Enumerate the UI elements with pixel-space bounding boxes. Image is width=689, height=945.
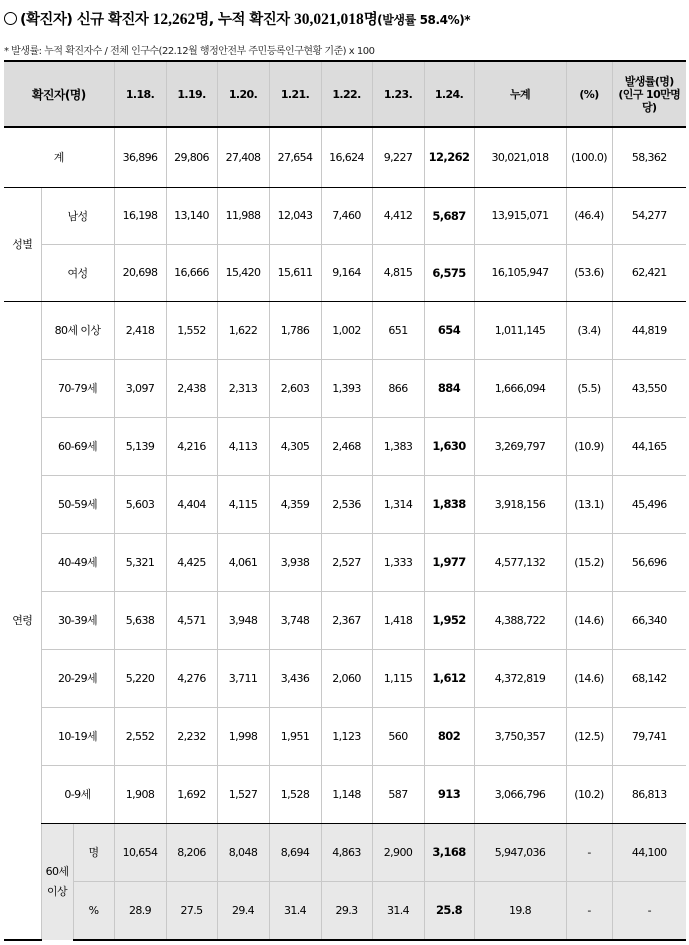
table-cell: 1,314 — [372, 475, 424, 533]
title-cumulative: 30,021,018 — [293, 11, 364, 28]
table-row-over60 — [4, 881, 686, 940]
header-col: 1.22. — [321, 61, 372, 127]
table-cell: 2,468 — [321, 417, 372, 475]
table-cell: 44,165 — [612, 417, 686, 475]
page-title — [4, 8, 688, 29]
footnote: * 발생률: 누적 확진자수 / 전체 인구수(22.12월 행정안전부 주민등록인구현황 기준) x 100 — [4, 46, 375, 57]
table-cell: 13,915,071 — [474, 187, 566, 244]
table-cell: 54,277 — [612, 187, 686, 244]
table-cell: 4,276 — [166, 649, 217, 707]
table-cell: 11,988 — [217, 187, 269, 244]
title-new-cases: 12,262 — [152, 11, 196, 28]
table-cell: - — [566, 823, 612, 881]
table-cell: 9,227 — [372, 127, 424, 187]
table-cell: 56,696 — [612, 533, 686, 591]
table-cell: 31.4 — [372, 881, 424, 940]
table-cell: 16,198 — [114, 187, 166, 244]
table-cell: 913 — [424, 765, 474, 823]
table-cell: 1,528 — [269, 765, 321, 823]
table-cell: (3.4) — [566, 301, 612, 359]
table-cell: 2,367 — [321, 591, 372, 649]
table-cell: 4,404 — [166, 475, 217, 533]
table-cell: 5,220 — [114, 649, 166, 707]
table-cell: 3,938 — [269, 533, 321, 591]
table-cell: - — [612, 881, 686, 940]
table-cell: 2,603 — [269, 359, 321, 417]
table-cell: 31.4 — [269, 881, 321, 940]
table-cell: 12,262 — [424, 127, 474, 187]
row-label: 계 — [4, 127, 114, 187]
table-cell: 3,918,156 — [474, 475, 566, 533]
table-cell: 4,412 — [372, 187, 424, 244]
table-cell: 44,819 — [612, 301, 686, 359]
table-cell: 2,438 — [166, 359, 217, 417]
table-cell: 1,977 — [424, 533, 474, 591]
table-cell: (100.0) — [566, 127, 612, 187]
table-cell: 5,139 — [114, 417, 166, 475]
table-row — [4, 187, 686, 244]
table-cell: - — [566, 881, 612, 940]
table-cell: 1,333 — [372, 533, 424, 591]
header-col: 1.18. — [114, 61, 166, 127]
table-cell: 1,951 — [269, 707, 321, 765]
group-label-sex: 성별 — [4, 187, 41, 301]
table-cell: 29,806 — [166, 127, 217, 187]
table-row — [4, 417, 686, 475]
table-cell: 29.3 — [321, 881, 372, 940]
table-cell: 30,021,018 — [474, 127, 566, 187]
cases-table — [4, 60, 686, 941]
table-cell: 1,630 — [424, 417, 474, 475]
table-cell: 651 — [372, 301, 424, 359]
table-cell: 27.5 — [166, 881, 217, 940]
header-col: 1.19. — [166, 61, 217, 127]
table-cell: 3,436 — [269, 649, 321, 707]
table-cell: 29.4 — [217, 881, 269, 940]
table-cell: 1,115 — [372, 649, 424, 707]
table-cell: 68,142 — [612, 649, 686, 707]
row-label: 50-59세 — [41, 475, 114, 533]
row-label: 40-49세 — [41, 533, 114, 591]
table-cell: 587 — [372, 765, 424, 823]
table-cell: 1,692 — [166, 765, 217, 823]
table-cell: 8,048 — [217, 823, 269, 881]
table-cell: 2,313 — [217, 359, 269, 417]
table-cell: 1,786 — [269, 301, 321, 359]
table-cell: 2,536 — [321, 475, 372, 533]
row-label: 10-19세 — [41, 707, 114, 765]
table-cell: 16,105,947 — [474, 244, 566, 301]
table-cell: (46.4) — [566, 187, 612, 244]
header-label: 확진자(명) — [4, 61, 114, 127]
table-row-total — [4, 127, 686, 187]
table-cell: 45,496 — [612, 475, 686, 533]
row-label: 명 — [73, 823, 114, 881]
row-label: 0-9세 — [41, 765, 114, 823]
table-cell: 16,624 — [321, 127, 372, 187]
row-label: 70-79세 — [41, 359, 114, 417]
row-label: % — [73, 881, 114, 940]
table-row — [4, 649, 686, 707]
row-label: 20-29세 — [41, 649, 114, 707]
header-col: 1.21. — [269, 61, 321, 127]
table-cell: 10,654 — [114, 823, 166, 881]
title-text-c: 명 — [363, 12, 378, 28]
table-cell: 44,100 — [612, 823, 686, 881]
table-cell: 3,066,796 — [474, 765, 566, 823]
table-cell: 5,321 — [114, 533, 166, 591]
table-cell: 15,611 — [269, 244, 321, 301]
header-row — [4, 61, 686, 127]
table-cell: 1,952 — [424, 591, 474, 649]
circle-bullet-icon — [4, 12, 17, 25]
table-row — [4, 533, 686, 591]
table-cell: 8,206 — [166, 823, 217, 881]
table-cell: 27,408 — [217, 127, 269, 187]
table-cell: 12,043 — [269, 187, 321, 244]
table-cell: 43,550 — [612, 359, 686, 417]
table-cell: 1,552 — [166, 301, 217, 359]
table-cell: 1,002 — [321, 301, 372, 359]
group-label-over60: 60세이상 — [41, 823, 73, 940]
table-cell: 4,425 — [166, 533, 217, 591]
table-cell: 2,900 — [372, 823, 424, 881]
table-cell: 1,998 — [217, 707, 269, 765]
table-cell: 3,168 — [424, 823, 474, 881]
table-cell: 1,393 — [321, 359, 372, 417]
table-cell: 4,863 — [321, 823, 372, 881]
table-cell: 3,948 — [217, 591, 269, 649]
header-col: (%) — [566, 61, 612, 127]
table-cell: 5,947,036 — [474, 823, 566, 881]
table-cell: 5,687 — [424, 187, 474, 244]
row-label: 여성 — [41, 244, 114, 301]
row-label: 60-69세 — [41, 417, 114, 475]
table-cell: 560 — [372, 707, 424, 765]
table-cell: 4,359 — [269, 475, 321, 533]
table-cell: 2,232 — [166, 707, 217, 765]
table-cell: 16,666 — [166, 244, 217, 301]
table-cell: 1,838 — [424, 475, 474, 533]
table-cell: 8,694 — [269, 823, 321, 881]
table-cell: 1,148 — [321, 765, 372, 823]
table-cell: 86,813 — [612, 765, 686, 823]
table-cell: 4,388,722 — [474, 591, 566, 649]
table-cell: 6,575 — [424, 244, 474, 301]
table-cell: 802 — [424, 707, 474, 765]
table-row-over60 — [4, 823, 686, 881]
table-cell: 2,418 — [114, 301, 166, 359]
table-cell: (14.6) — [566, 649, 612, 707]
table-cell: (5.5) — [566, 359, 612, 417]
table-cell: 20,698 — [114, 244, 166, 301]
table-cell: 28.9 — [114, 881, 166, 940]
table-cell: 36,896 — [114, 127, 166, 187]
table-cell: 4,577,132 — [474, 533, 566, 591]
table-cell: 1,011,145 — [474, 301, 566, 359]
table-cell: 1,527 — [217, 765, 269, 823]
header-col: 1.20. — [217, 61, 269, 127]
table-cell: 66,340 — [612, 591, 686, 649]
table-cell: 1,123 — [321, 707, 372, 765]
row-label: 30-39세 — [41, 591, 114, 649]
table-cell: (12.5) — [566, 707, 612, 765]
table-cell: 1,622 — [217, 301, 269, 359]
table-row — [4, 707, 686, 765]
title-rate: (발생률 58.4%)* — [377, 13, 471, 27]
table-cell: 4,115 — [217, 475, 269, 533]
table-cell: 3,269,797 — [474, 417, 566, 475]
table-cell: 2,060 — [321, 649, 372, 707]
table-cell: (10.9) — [566, 417, 612, 475]
table-cell: 4,113 — [217, 417, 269, 475]
table-cell: 866 — [372, 359, 424, 417]
table-cell: 9,164 — [321, 244, 372, 301]
table-cell: 1,612 — [424, 649, 474, 707]
table-cell: 4,216 — [166, 417, 217, 475]
table-cell: 4,571 — [166, 591, 217, 649]
title-text-b: 명, 누적 확진자 — [195, 12, 294, 28]
header-col: 발생률(명) (인구 10만명당) — [612, 61, 686, 127]
table-cell: 1,418 — [372, 591, 424, 649]
header-col: 1.24. — [424, 61, 474, 127]
table-cell: 1,383 — [372, 417, 424, 475]
table-cell: (14.6) — [566, 591, 612, 649]
table-cell: 27,654 — [269, 127, 321, 187]
table-cell: 3,097 — [114, 359, 166, 417]
table-row — [4, 359, 686, 417]
table-cell: 79,741 — [612, 707, 686, 765]
table-cell: 15,420 — [217, 244, 269, 301]
table-cell: 4,061 — [217, 533, 269, 591]
header-col: 누계 — [474, 61, 566, 127]
table-cell: 3,711 — [217, 649, 269, 707]
title-text-a: (확진자) 신규 확진자 — [20, 12, 153, 28]
table-row — [4, 301, 686, 359]
table-cell: 5,603 — [114, 475, 166, 533]
row-label: 80세 이상 — [41, 301, 114, 359]
table-cell: 7,460 — [321, 187, 372, 244]
table-cell: 5,638 — [114, 591, 166, 649]
table-cell: 4,815 — [372, 244, 424, 301]
table-row — [4, 765, 686, 823]
table-cell: 654 — [424, 301, 474, 359]
header-col: 1.23. — [372, 61, 424, 127]
table-cell: 2,552 — [114, 707, 166, 765]
table-row — [4, 591, 686, 649]
table-cell: 1,908 — [114, 765, 166, 823]
table-cell: (53.6) — [566, 244, 612, 301]
table-cell: (13.1) — [566, 475, 612, 533]
table-cell: 4,372,819 — [474, 649, 566, 707]
table-cell: 884 — [424, 359, 474, 417]
table-cell: 4,305 — [269, 417, 321, 475]
table-cell: 3,750,357 — [474, 707, 566, 765]
table-cell: (15.2) — [566, 533, 612, 591]
table-cell: 62,421 — [612, 244, 686, 301]
table-row — [4, 475, 686, 533]
group-label-age: 연령 — [4, 301, 41, 940]
row-label: 남성 — [41, 187, 114, 244]
table-cell: 3,748 — [269, 591, 321, 649]
table-cell: 1,666,094 — [474, 359, 566, 417]
table-cell: 2,527 — [321, 533, 372, 591]
table-cell: 13,140 — [166, 187, 217, 244]
table-cell: 19.8 — [474, 881, 566, 940]
table-cell: 25.8 — [424, 881, 474, 940]
table-row — [4, 244, 686, 301]
table-cell: (10.2) — [566, 765, 612, 823]
table-cell: 58,362 — [612, 127, 686, 187]
